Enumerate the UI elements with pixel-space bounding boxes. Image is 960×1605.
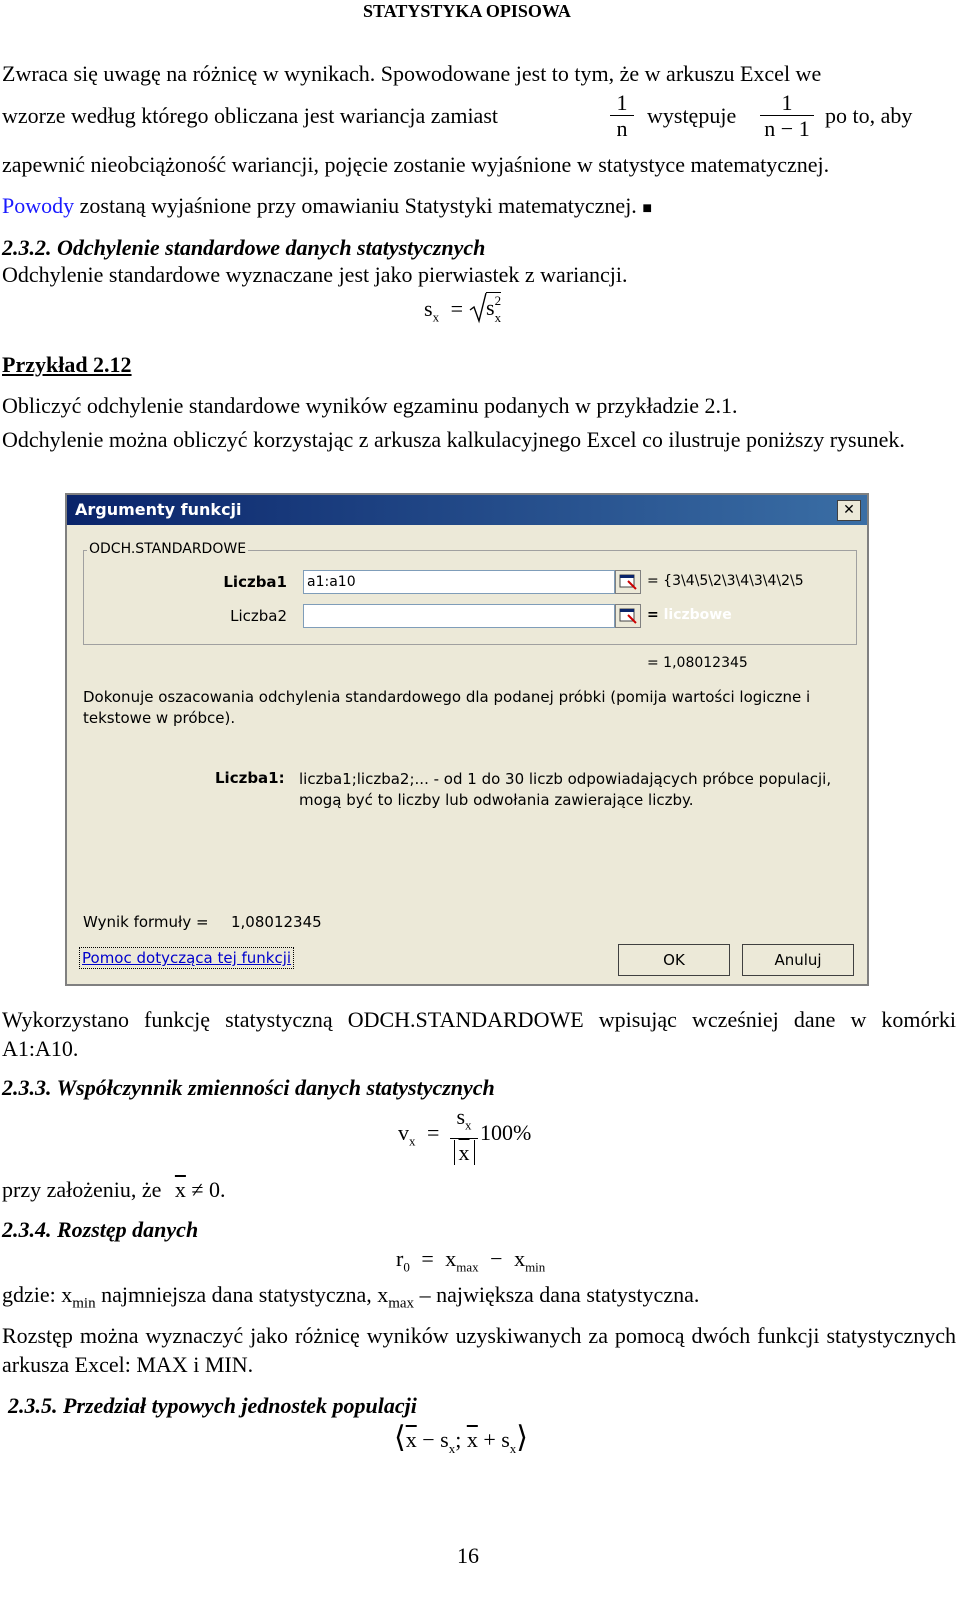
arg2-input[interactable]	[303, 604, 615, 628]
fraction-1-over-n-minus-1: 1 n − 1	[760, 90, 814, 141]
intro-line2-a: wzorze według którego obliczana jest wariancja zamiast	[2, 103, 498, 128]
example-text2: Odchylenie można obliczyć korzystając z arkusza kalkulacyjnego Excel co ilustruje poniższy rysunek.	[2, 427, 905, 452]
range-formula: $r_0 = x_{max} - x_{min}$	[396, 1246, 546, 1275]
param-description: liczba1;liczba2;... - od 1 do 30 liczb odpowiadających próbce populacji, mogą być to liczby lub odwołania zawierające liczby.	[299, 770, 832, 809]
range-where: gdzie: $x_{min}$ najmniejsza dana statystyczna, $x_{max}$ – największa dana statystyczna.	[2, 1282, 700, 1312]
example-label: Przykład 2.12	[2, 352, 132, 377]
cancel-button[interactable]: Anuluj	[742, 944, 854, 976]
function-result: = 1,08012345	[647, 655, 748, 671]
end-square: ■	[642, 200, 652, 217]
intro-line2-b: występuje	[647, 103, 737, 128]
after-dialog-text: Wykorzystano funkcję statystyczną ODCH.STANDARDOWE wpisując wcześniej dane w komórki A1:A10.	[2, 1007, 956, 1061]
range-text: Rozstęp można wyznaczyć jako różnicę wyników uzyskiwanych za pomocą dwóch funkcji statystycznych arkusza Excel: MAX i MIN.	[2, 1323, 956, 1377]
intro-line4: Powody zostaną wyjaśnione przy omawianiu Statystyki matematycznej. ■	[2, 193, 652, 218]
typical-interval-formula: $⟨\overline{x} - s_x$; $\overline{x}$ + $s_x⟩$	[394, 1421, 528, 1456]
std-dev-formula: $s_x$ = s 2 x	[424, 293, 502, 325]
formula-result-label: Wynik formuły =	[83, 913, 209, 931]
function-description: Dokonuje oszacowania odchylenia standardowego dla podanej próbki (pomija wartości logiczne i tekstowe w próbce).	[83, 688, 811, 727]
page-header: STATYSTYKA OPISOWA	[363, 1, 571, 21]
cv-fraction: $s_x$ $\overline{x}$	[450, 1104, 478, 1167]
sqrt-sign-icon	[469, 292, 487, 324]
arg2-result: = liczbowe	[647, 607, 732, 623]
ok-button[interactable]: OK	[618, 944, 730, 976]
arg1-label: Liczba1	[223, 573, 287, 591]
powody-link[interactable]: Powody	[2, 193, 75, 218]
section-232-text: Odchylenie standardowe wyznaczane jest jako pierwiastek z wariancji.	[2, 262, 628, 287]
section-234-heading: 2.3.4. Rozstęp danych	[2, 1217, 199, 1242]
dialog-title-bar: Argumenty funkcji	[67, 495, 867, 525]
intro-line2	[2, 90, 936, 146]
collapse-dialog-icon[interactable]	[615, 570, 641, 594]
function-arguments-dialog	[65, 493, 869, 986]
help-link[interactable]: Pomoc dotycząca tej funkcji	[79, 947, 294, 969]
page-number: 16	[457, 1543, 479, 1568]
intro-line2-c: po to, aby	[825, 103, 913, 128]
cv-formula: $v_x$ = $s_x$ $\overline{x}$ 100%	[398, 1104, 532, 1166]
group-label: ODCH.STANDARDOWE	[89, 541, 247, 557]
intro-line3: zapewnić nieobciążoność wariancji, pojęcie zostanie wyjaśnione w statystyce matematycznej.	[2, 152, 830, 177]
arguments-group	[83, 550, 857, 645]
formula-result-value: 1,08012345	[231, 913, 322, 931]
param-label: Liczba1:	[215, 769, 285, 787]
section-232-heading: 2.3.2. Odchylenie standardowe danych statystycznych	[2, 235, 486, 260]
cv-condition: przy założeniu, że $\overline{x} \ne 0$.	[2, 1177, 226, 1202]
example-text1: Obliczyć odchylenie standardowe wyników egzaminu podanych w przykładzie 2.1.	[2, 393, 738, 418]
close-icon[interactable]: ✕	[837, 500, 861, 521]
arg2-label: Liczba2	[230, 607, 287, 625]
section-233-heading: 2.3.3. Współczynnik zmienności danych statystycznych	[2, 1075, 495, 1100]
arg1-result: = {3\4\5\2\3\4\3\4\2\5	[647, 573, 804, 589]
collapse-dialog-icon[interactable]	[615, 604, 641, 628]
intro-line1: Zwraca się uwagę na różnicę w wynikach. Spowodowane jest to tym, że w arkuszu Excel we	[2, 61, 822, 86]
fraction-1-over-n: 1 n	[610, 90, 634, 141]
section-235-heading: 2.3.5. Przedział typowych jednostek populacji	[8, 1393, 417, 1418]
arg1-input[interactable]: a1:a10	[303, 570, 615, 594]
